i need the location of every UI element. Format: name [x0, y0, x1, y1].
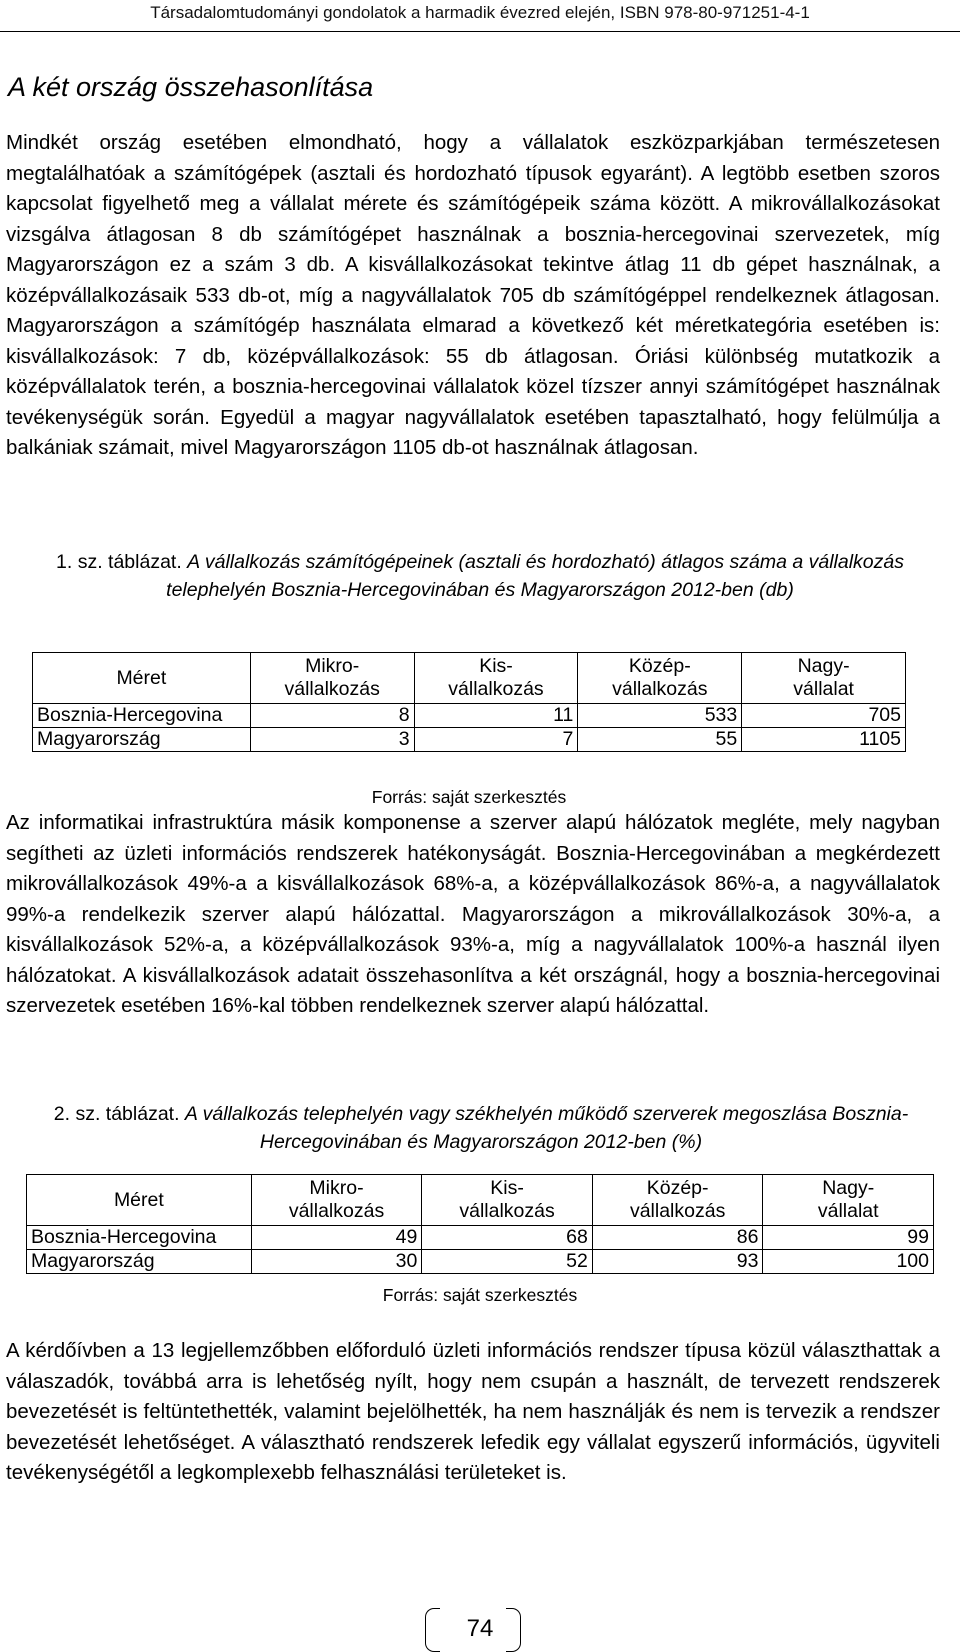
table2-header-cell: Méret: [27, 1175, 252, 1226]
table-cell: 68: [422, 1226, 593, 1250]
table-cell: 52: [422, 1250, 593, 1274]
table-row: [33, 728, 906, 752]
header-line: Kis-: [479, 655, 513, 677]
table-cell: 49: [251, 1226, 422, 1250]
table-row: [33, 704, 906, 728]
table-cell: 99: [763, 1226, 934, 1250]
table-cell: Bosznia-Hercegovina: [33, 704, 251, 728]
section-title: A két ország összehasonlítása: [8, 72, 374, 102]
header-line: Mikro-: [305, 655, 360, 677]
table1-header-cell: [742, 653, 906, 704]
page-number-bracket-left: [425, 1608, 440, 1652]
header-line: vállalkozás: [612, 678, 708, 700]
table-cell: 93: [592, 1250, 763, 1274]
header-line: vállalkozás: [459, 1200, 555, 1222]
table2: [26, 1174, 934, 1274]
header-line: vállalkozás: [629, 1200, 726, 1222]
table2-header-cell: [422, 1175, 593, 1226]
table1-source: Forrás: saját szerkesztés: [371, 787, 567, 807]
page-number: 74: [466, 1615, 494, 1642]
table1-header-cell: [414, 653, 578, 704]
page-number-bracket-right: [506, 1608, 521, 1652]
table-cell: 100: [763, 1250, 934, 1274]
table2-header-cell: [592, 1175, 763, 1226]
table-cell: 86: [592, 1226, 763, 1250]
table2-caption: [14, 1100, 948, 1156]
table1-header-cell: [250, 653, 414, 704]
table2-header-cell: [251, 1175, 422, 1226]
header-line: vállalat: [817, 1200, 879, 1222]
table-cell: Magyarország: [33, 728, 251, 752]
table-row: [27, 1250, 934, 1274]
table-cell: 30: [251, 1250, 422, 1274]
table2-label: 2. sz. táblázat.: [53, 1103, 180, 1125]
header-line: Nagy-: [822, 1177, 875, 1199]
table1-header-cell: Méret: [33, 653, 251, 704]
table1-header-cell: [578, 653, 742, 704]
table-cell: Magyarország: [27, 1250, 252, 1274]
table-cell: 8: [250, 704, 414, 728]
header-rule: [0, 31, 960, 32]
table-cell: Bosznia-Hercegovina: [27, 1226, 252, 1250]
header-line: Közép-: [628, 655, 691, 677]
table1-label: 1. sz. táblázat.: [56, 551, 182, 573]
table-cell: 7: [414, 728, 578, 752]
table-cell: 11: [414, 704, 578, 728]
running-header: Társadalomtudományi gondolatok a harmadik évezred elején, ISBN 978-80-971251-4-1: [150, 3, 810, 22]
table-cell: 3: [250, 728, 414, 752]
table2-caption-text: A vállalkozás telephelyén vagy székhelyén működő szerverek megoszlása Bosznia-Hercegovinában és Magyarországon 2012-ben (%): [184, 1103, 909, 1153]
table-cell: 705: [742, 704, 906, 728]
paragraph-3: A kérdőívben a 13 legjellemzőbben előforduló üzleti információs rendszer típusa közül választhattak a válaszadók, továbbá arra is lehetőség nyílt, hogy nem csupán a használt, de tervezett rendszerek bevezetését is feltüntethették, valamint bejelölhették, ha nem használják és nem is tervezik a rendszer bevezetését lehetőséget. A választható rendszerek lefedik egy vállalat egyszerű információs, ügyviteli tevékenységétől a legkomplexebb felhasználási területeket is.: [6, 1339, 940, 1484]
header-line: vállalat: [793, 678, 854, 700]
header-line: Közép-: [646, 1177, 709, 1199]
table1-header-row: [33, 653, 906, 704]
table2-header-cell: [763, 1175, 934, 1226]
table2-source: Forrás: saját szerkesztés: [382, 1285, 578, 1305]
table-cell: 533: [578, 704, 742, 728]
header-line: Mikro-: [309, 1177, 364, 1199]
table-cell: 1105: [742, 728, 906, 752]
paragraph-2: Az informatikai infrastruktúra másik komponense a szerver alapú hálózatok megléte, mely nagyban segítheti az üzleti információs rendszerek hatékonyságát. Bosznia-Hercegovinában a megkérdezett mikrovállalkozások 49%-a a kisvállalkozások 68%-a, a középvállalkozások 86%-a, a nagyvállalatok 99%-a rendelkezik szerver alapú hálózattal. Magyarországon a mikrovállalkozások 30%-a, a kisvállalkozások 52%-a, a középvállalkozások 93%-a, míg a nagyvállalatok 100%-a használ ilyen hálózatokat. A kisvállalkozások adatait összehasonlítva a két országnál, hogy a bosznia-hercegovinai szervezetek esetében 16%-kal többen rendelkeznek szerver alapú hálózattal.: [6, 811, 940, 1017]
header-line: Kis-: [490, 1177, 524, 1199]
table1-caption-text: A vállalkozás számítógépeinek (asztali és hordozható) átlagos száma a vállalkozás telephelyén Bosznia-Hercegovinában és Magyarországon 2012-ben (db): [166, 551, 904, 601]
header-line: vállalkozás: [288, 1200, 385, 1222]
header-line: Nagy-: [797, 655, 850, 677]
table2-header-row: [27, 1175, 934, 1226]
table1-caption: [48, 548, 912, 604]
table-cell: 55: [578, 728, 742, 752]
table1: [32, 652, 906, 752]
header-line: vállalkozás: [448, 678, 544, 700]
paragraph-1: Mindkét ország esetében elmondható, hogy a vállalatok eszközparkjában természetesen megtalálhatóak a számítógépek (asztali és hordozható típusok egyaránt). A legtöbb esetben szoros kapcsolat figyelhető meg a vállalat mérete és számítógépeik száma között. A mikrovállalkozásokat vizsgálva átlagosan 8 db számítógépet használnak a bosznia-hercegovinai szervezetek, míg Magyarországon ez a szám 3 db. A kisvállalkozásokat tekintve átlag 11 db gépet használnak, a középvállalkozásaik 533 db-ot, míg a nagyvállalatok 705 db számítógéppel rendelkeznek átlagosan. Magyarországon a számítógép használata elmarad a következő két méretkategória esetében is: kisvállalkozások: 7 db, középvállalkozások: 55 db átlagosan. Óriási különbség mutatkozik a középvállalatok terén, a bosznia-hercegovinai vállalatok közel tízszer annyi számítógépet használnak tevékenységük során. Egyedül a magyar nagyvállalatok esetében tapasztalható, hogy felülmúlja a balkániak számait, mivel Magyarországon 1105 db-ot használnak átlagosan.: [6, 131, 940, 459]
table-row: [27, 1226, 934, 1250]
header-line: vállalkozás: [284, 678, 380, 700]
